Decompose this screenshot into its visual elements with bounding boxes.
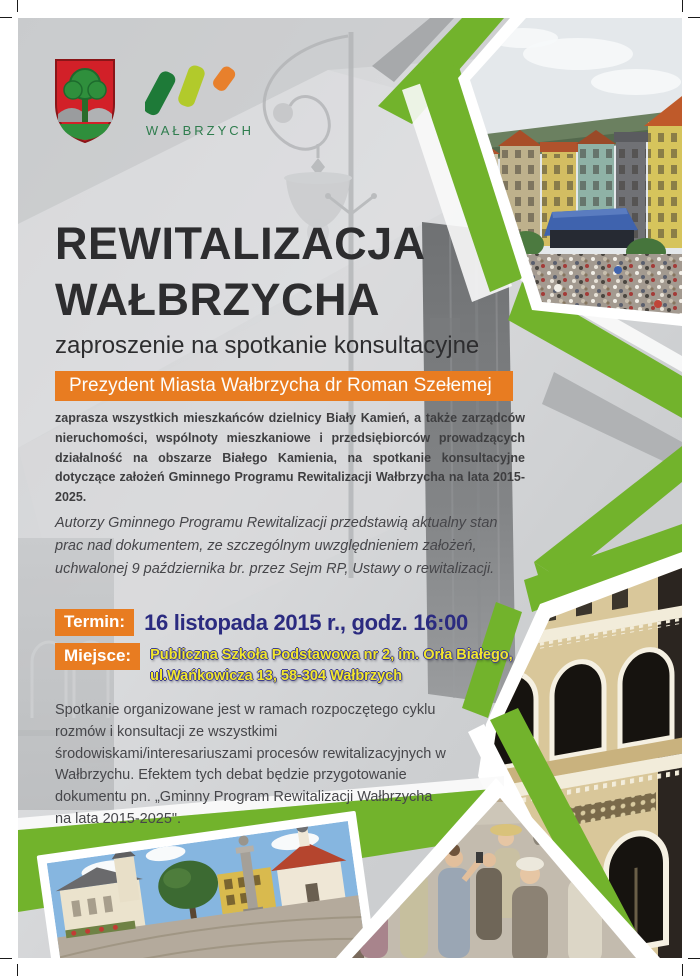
coat-of-arms [54,58,116,149]
crop-mark [17,964,18,976]
place-value [150,645,513,687]
place-label: Miejsce: [55,643,140,670]
poster [18,18,682,958]
intro-paragraph: zaprasza wszystkich mieszkańców dzielnicy Biały Kamień, a także zarządców nieruchomości, wspólnoty mieszkaniowe i przedsiębiorców prowadzących działalność na obszarze Białego Kamienia, na spotkanie konsultacyjne dotyczące założeń Gminnego Programu Rewitalizacji Wałbrzycha na lata 2015-2025. [55,411,525,504]
date-label: Termin: [55,609,134,636]
place-line-1: Publiczna Szkoła Podstawowa nr 2, im. Orła Białego, [150,647,513,663]
place-line-2: ul.Wańkowicza 13, 58-304 Wałbrzych [150,668,403,685]
city-logo-mark [145,64,255,118]
place-row [55,643,513,687]
page-title [55,216,426,328]
closing-paragraph: Spotkanie organizowane jest w ramach rozpoczętego cyklu rozmów i konsultacji ze wszystkimi środowiskami/interesariuszami procesów rewitalizacyjnych w Wałbrzychu. Efektem tych debat będzie przygotowanie dokumentu pn. „Gminny Program Rewitalizacji Wałbrzycha na lata 2015-2025". [55,702,446,827]
title-line-2: WAŁBRZYCHA [55,274,380,325]
date-row [55,609,468,636]
crop-mark [0,958,12,959]
city-logo-text: WAŁBRZYCH [145,123,255,138]
crop-mark [682,0,683,12]
crop-mark [688,17,700,18]
crop-mark [0,17,12,18]
crop-mark [17,0,18,12]
city-logo [140,64,260,138]
mayor-banner: Prezydent Miasta Wałbrzycha dr Roman Szełemej [55,371,513,401]
crop-mark [682,964,683,976]
crop-mark [688,958,700,959]
date-value: 16 listopada 2015 r., godz. 16:00 [144,610,468,635]
subtitle: zaproszenie na spotkanie konsultacyjne [55,332,480,359]
authors-note: Autorzy Gminnego Programu Rewitalizacji przedstawią aktualny stan prac nad dokumentem, ze szczególnym uwzględnieniem założeń, uchwalonej 9 października br. przez Sejm RP, Ustawy o rewitalizacji. [55,515,498,578]
title-line-1: REWITALIZACJA [55,218,426,269]
